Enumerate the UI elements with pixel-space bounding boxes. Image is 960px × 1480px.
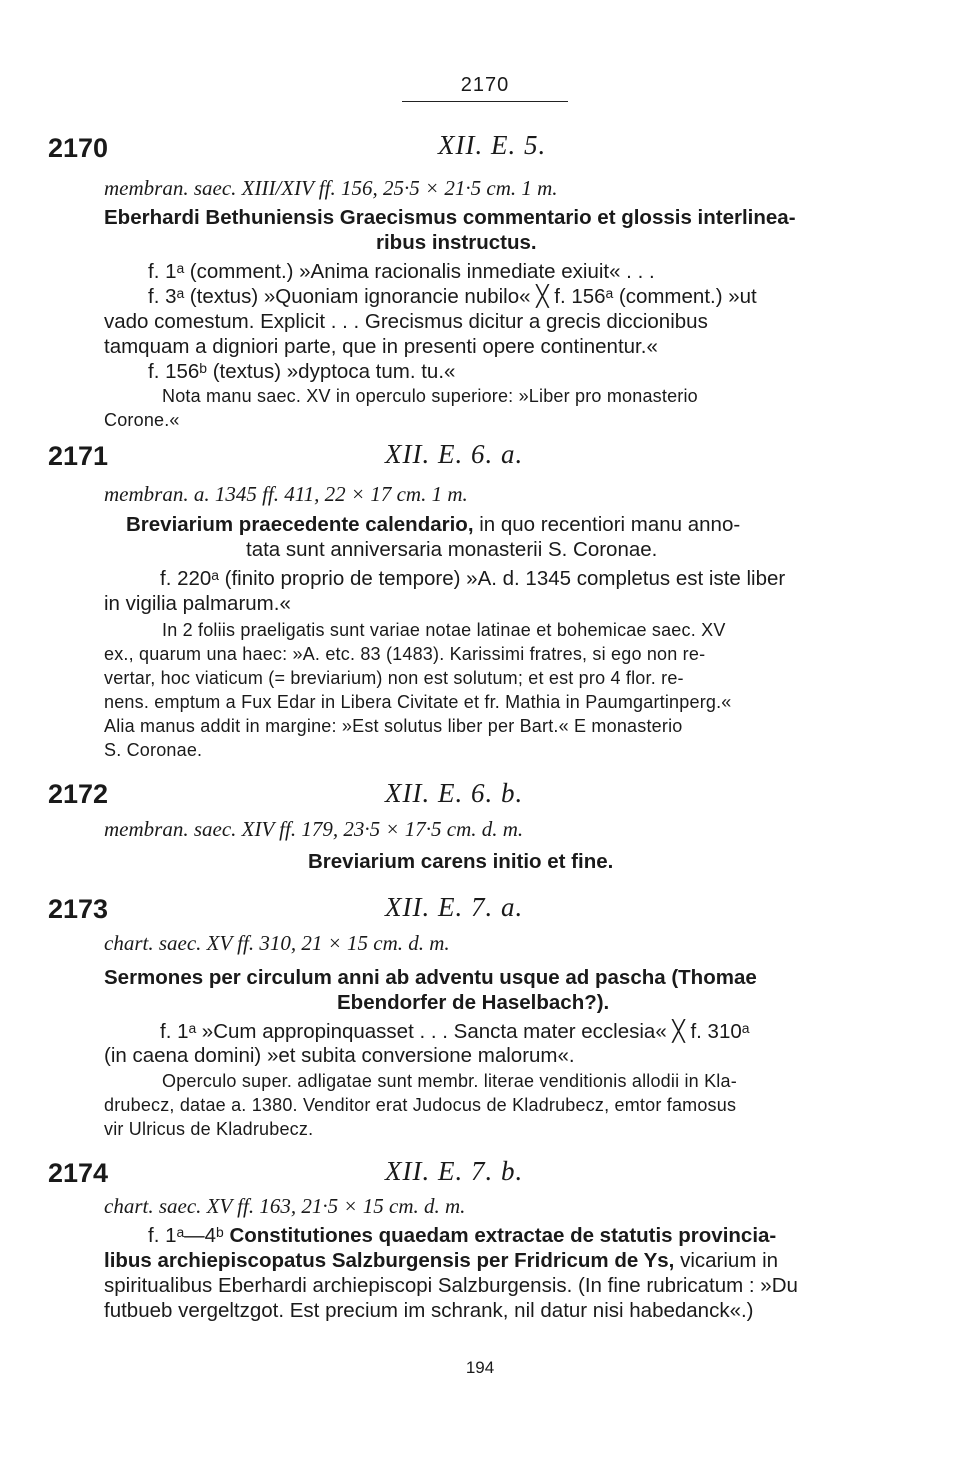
folio-ref: f. 1ᵃ—4ᵇ — [148, 1224, 230, 1247]
physical-description: membran. saec. XIV ff. 179, 23·5 × 17·5 cm. d. m. — [104, 817, 524, 841]
text-line: f. 220ᵃ (finito proprio de tempore) »A. d. 1345 completus est iste liber — [160, 567, 786, 590]
physical-description: chart. saec. XV ff. 310, 21 × 15 cm. d. m. — [104, 931, 450, 955]
note-line: S. Coronae. — [104, 740, 203, 760]
text-line — [148, 1224, 776, 1248]
text-rest: vicarium in — [674, 1249, 779, 1272]
note-line: Operculo super. adligatae sunt membr. literae venditionis allodii in Kla- — [162, 1071, 737, 1091]
text-line: vado comestum. Explicit . . . Grecismus dicitur a grecis diccionibus — [104, 310, 708, 333]
text-line: (in caena domini) »et subita conversione malorum«. — [104, 1044, 575, 1067]
page-number: 194 — [465, 1358, 495, 1377]
shelfmark: XII. E. 7. a. — [385, 892, 524, 922]
note-line: Nota manu saec. XV in operculo superiore: »Liber pro monasterio — [162, 386, 698, 406]
shelfmark: XII. E. 6. a. — [385, 439, 524, 469]
text-line: tamquam a digniori parte, que in presenti opere continentur.« — [104, 335, 658, 358]
shelfmark: XII. E. 5. — [438, 130, 547, 160]
note-line: vertar, hoc viaticum (= breviarium) non est solutum; et est pro 4 flor. re- — [104, 668, 684, 688]
shelfmark: XII. E. 6. b. — [385, 778, 524, 808]
physical-description: membran. saec. XIII/XIV ff. 156, 25·5 × 21·5 cm. 1 m. — [104, 176, 558, 200]
text-line: in vigilia palmarum.« — [104, 592, 291, 615]
entry-number: 2172 — [48, 779, 109, 809]
title-rest: in quo recentiori manu anno- — [473, 513, 741, 536]
title-bold: Constitutiones quaedam extractae de statutis provincia- — [229, 1224, 777, 1247]
note-line: vir Ulricus de Kladrubecz. — [104, 1119, 314, 1139]
note-line: ex., quarum una haec: »A. etc. 83 (1483). Karissimi fratres, si ego non re- — [104, 644, 706, 664]
text-line — [104, 1249, 778, 1273]
text-line: f. 1ᵃ »Cum appropinquasset . . . Sancta mater ecclesia« ╳ f. 310ᵃ — [160, 1020, 750, 1043]
entry-title: Breviarium carens initio et fine. — [308, 850, 614, 873]
note-line: In 2 foliis praeligatis sunt variae notae latinae et bohemicae saec. XV — [162, 620, 726, 640]
entry-title: Sermones per circulum anni ab adventu usque ad pascha (Thomae — [104, 966, 757, 989]
physical-description: chart. saec. XV ff. 163, 21·5 × 15 cm. d. m. — [104, 1194, 466, 1218]
entry-title: Ebendorfer de Haselbach?). — [337, 991, 610, 1014]
text-line: f. 156ᵇ (textus) »dyptoca tum. tu.« — [148, 360, 456, 383]
entry-number: 2173 — [48, 894, 109, 924]
entry-title: ribus instructus. — [376, 231, 537, 254]
running-head: 2170 — [460, 74, 510, 96]
text-line: spiritualibus Eberhardi archiepiscopi Salzburgensis. (In fine rubricatum : »Du — [104, 1274, 798, 1297]
entry-title: Eberhardi Bethuniensis Graecismus commentario et glossis interlinea- — [104, 206, 796, 229]
entry-title: tata sunt anniversaria monasterii S. Coronae. — [246, 538, 658, 561]
running-head-rule — [402, 101, 568, 102]
entry-number: 2174 — [48, 1158, 109, 1188]
shelfmark: XII. E. 7. b. — [385, 1156, 524, 1186]
entry-number: 2171 — [48, 441, 109, 471]
title-bold: libus archiepiscopatus Salzburgensis per Fridricum de Ys, — [104, 1249, 675, 1272]
text-line: futbueb vergeltzgot. Est precium im schrank, nil datur nisi habedanck«.) — [104, 1299, 754, 1322]
note-line: nens. emptum a Fux Edar in Libera Civitate et fr. Mathia in Paumgartinperg.« — [104, 692, 732, 712]
note-line: Corone.« — [104, 410, 180, 430]
text-line: f. 3ᵃ (textus) »Quoniam ignorancie nubilo« ╳ f. 156ᵃ (comment.) »ut — [148, 285, 757, 308]
title-bold: Breviarium praecedente calendario, — [126, 513, 474, 536]
note-line: Alia manus addit in margine: »Est solutus liber per Bart.« E monasterio — [104, 716, 683, 736]
note-line: drubecz, datae a. 1380. Venditor erat Judocus de Kladrubecz, emtor famosus — [104, 1095, 737, 1115]
text-line: f. 1ᵃ (comment.) »Anima racionalis inmediate exiuit« . . . — [148, 260, 655, 283]
physical-description: membran. a. 1345 ff. 411, 22 × 17 cm. 1 m. — [104, 482, 468, 506]
entry-title — [126, 513, 740, 537]
entry-number: 2170 — [48, 133, 109, 163]
